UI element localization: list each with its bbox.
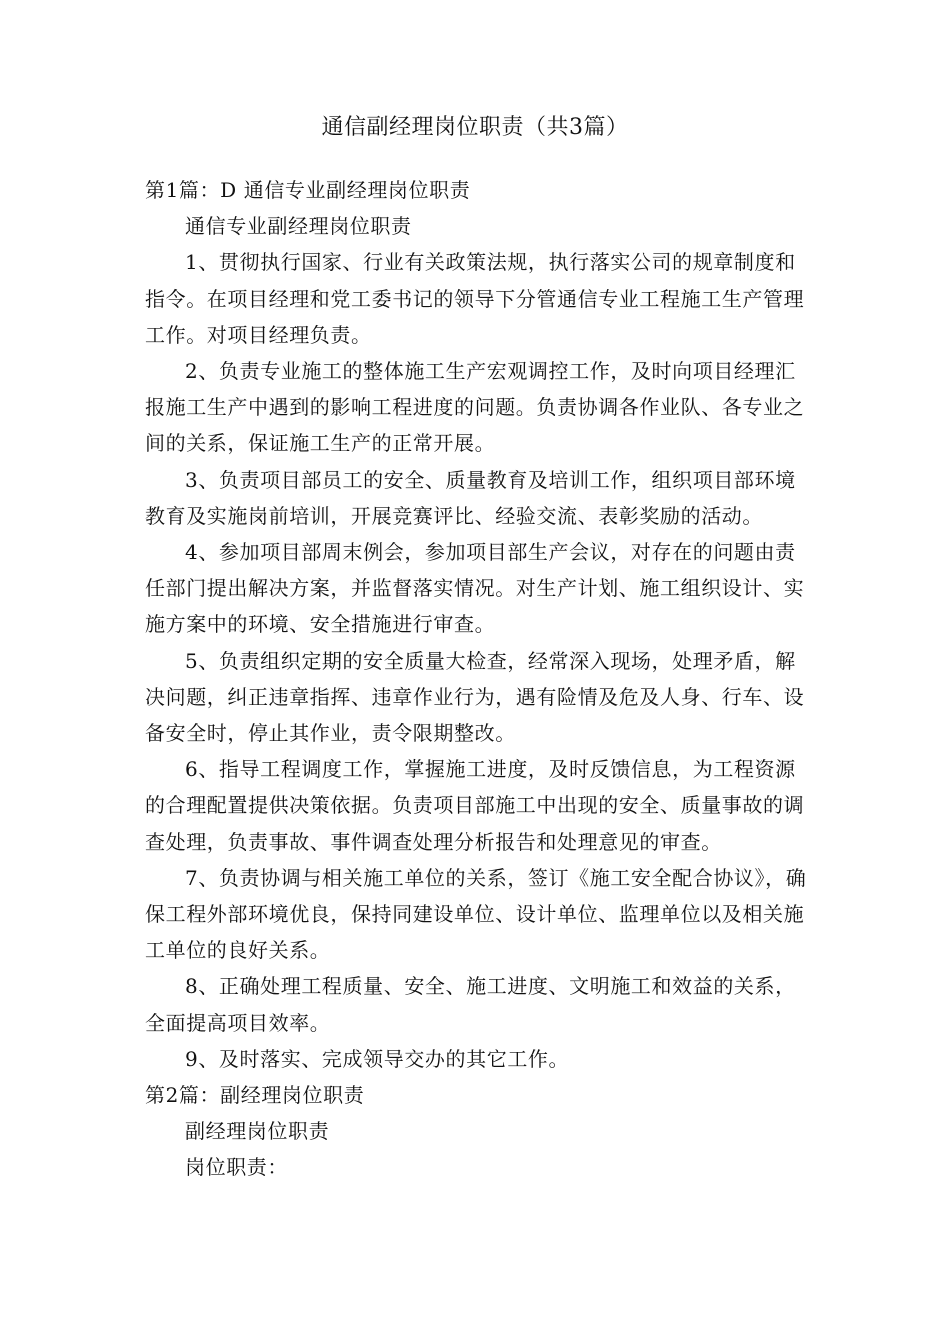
duty-item-2: 2、负责专业施工的整体施工生产宏观调控工作，及时向项目经理汇报施工生产中遇到的影响工程进度的问题。负责协调各作业队、各专业之间的关系，保证施工生产的正常开展。 [145,359,805,456]
duty-item-9: 9、及时落实、完成领导交办的其它工作。 [185,1046,570,1071]
section-1-subtitle: 通信专业副经理岗位职责 [185,214,412,239]
section-2-heading: 第2篇：副经理岗位职责 [145,1083,365,1108]
duty-item-8: 8、正确处理工程质量、安全、施工进度、文明施工和效益的关系，全面提高项目效率。 [145,974,796,1035]
duty-item-7: 7、负责协调与相关施工单位的关系，签订《施工安全配合协议》，确保工程外部环境优良，保持同建设单位、设计单位、监理单位以及相关施工单位的良好关系。 [145,865,807,963]
document-body [145,172,815,1186]
section-2-label: 岗位职责： [185,1155,288,1180]
duty-item-5: 5、负责组织定期的安全质量大检查，经常深入现场，处理矛盾，解决问题，纠正违章指挥、违章作业行为，遇有险情及危及人身、行车、设备安全时，停止其作业，责令限期整改。 [145,648,805,746]
duty-item-6: 6、指导工程调度工作，掌握施工进度，及时反馈信息，为工程资源的合理配置提供决策依据。负责项目部施工中出现的安全、质量事故的调查处理，负责事故、事件调查处理分析报告和处理意见的审查。 [145,757,805,854]
duty-item-3: 3、负责项目部员工的安全、质量教育及培训工作，组织项目部环境教育及实施岗前培训，开展竞赛评比、经验交流、表彰奖励的活动。 [145,467,796,528]
document-title: 通信副经理岗位职责（共3篇） [321,115,629,140]
section-2-subtitle: 副经理岗位职责 [185,1119,330,1144]
duty-item-1: 1、贯彻执行国家、行业有关政策法规，执行落实公司的规章制度和指令。在项目经理和党工委书记的领导下分管通信专业工程施工生产管理工作。对项目经理负责。 [145,250,805,347]
section-1-heading: 第1篇：D 通信专业副经理岗位职责 [145,178,471,202]
duty-item-4: 4、参加项目部周末例会，参加项目部生产会议，对存在的问题由责任部门提出解决方案，并监督落实情况。对生产计划、施工组织设计、实施方案中的环境、安全措施进行审查。 [145,540,805,637]
